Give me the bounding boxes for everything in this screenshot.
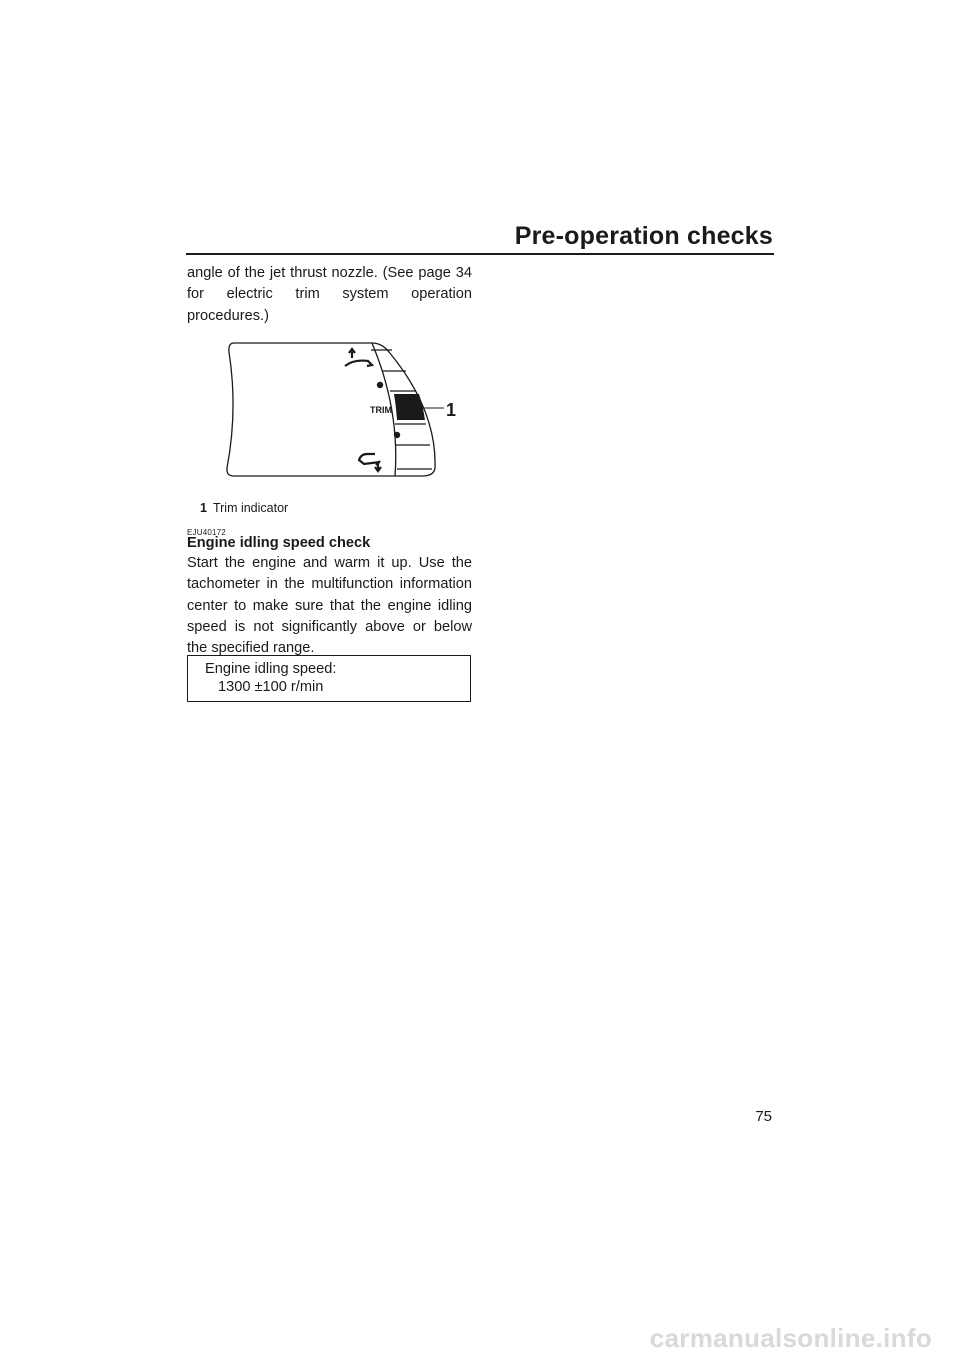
figure-caption: [200, 501, 288, 515]
scale-dot-lower: [394, 432, 400, 438]
page-title: Pre-operation checks: [514, 222, 773, 250]
spec-label: Engine idling speed:: [205, 661, 337, 677]
scale-dot-upper: [377, 382, 383, 388]
spec-value: 1300 ±100 r/min: [218, 679, 324, 695]
caption-text: Trim indicator: [212, 501, 289, 515]
trim-indicator-figure: [222, 340, 462, 480]
intro-paragraph: angle of the jet thrust nozzle. (See page 34 for electric trim system operation procedures.): [187, 265, 472, 324]
spec-box: [187, 655, 471, 702]
callout-number: 1: [446, 400, 457, 420]
trim-active-segment: [394, 394, 425, 420]
caption-number: 1: [200, 501, 207, 515]
watermark: carmanualsonline.info: [649, 1323, 932, 1353]
page-number: 75: [755, 1108, 772, 1125]
section-paragraph: Start the engine and warm it up. Use the tachometer in the multifunction information center to make sure that the engine idling speed is not significantly above or below the specified range.: [187, 555, 472, 657]
trim-label: TRIM: [370, 405, 392, 415]
section-heading: Engine idling speed check: [187, 535, 371, 551]
header-divider: [186, 253, 774, 255]
section-code: EJU40172: [187, 528, 226, 537]
trim-down-icon: [359, 454, 381, 471]
trim-up-icon: [345, 349, 372, 366]
